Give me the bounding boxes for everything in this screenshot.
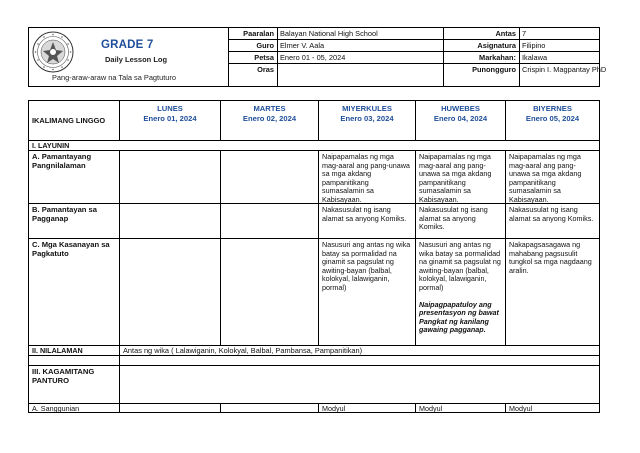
table-cell [120,239,220,243]
header-info-grid [229,28,607,86]
row-label: A. Pamantayang Pangnilalaman [32,152,92,170]
grade-title: GRADE 7 [101,39,154,51]
day-header-huwebes [416,101,505,125]
grid-line [119,101,120,141]
table-cell: Nakasusulat ng isang alamat sa anyong Komiks. [322,205,407,223]
divider [443,28,444,86]
table-cell: Modyul [419,404,443,413]
table-cell: Naipapamalas ng mga mag-aaral ang pang-unawa sa mga akdang pampanitikang sumasalamin sa Kabisayaan. [419,152,492,204]
grid-line [119,366,120,413]
value-markahan: Ikalawa [522,53,548,62]
grid-line [505,404,506,413]
day-date: Enero 01, 2024 [143,113,197,123]
value-guro: Elmer V. Aala [280,41,325,50]
table-row-nilalaman [29,346,599,356]
label-oras: Oras [257,65,274,74]
day-date: Enero 04, 2024 [433,113,488,123]
grid-line [318,404,319,413]
table-cell: Modyul [322,404,346,413]
grid-line [119,151,120,356]
table-cell: Nakasusulat ng isang alamat sa anyong Komiks. [509,205,594,223]
row-label: II. NILALAMAN [32,346,83,355]
day-header-biyernes [506,101,599,125]
label-antas: Antas [495,29,516,38]
day-header-miyerkules [319,101,415,125]
day-name: MIYERKULES [342,104,392,113]
value-punongguro: Crispin I. Magpantay PhD [522,65,607,74]
label-petsa: Petsa [254,53,274,62]
grid-line [220,101,221,141]
header-row [229,52,600,64]
label-guro: Guro [256,41,274,50]
log-subtitle: Pang-araw-araw na Tala sa Pagtuturo [52,73,176,82]
day-name: LUNES [157,104,183,113]
grid-line [415,404,416,413]
table-row [29,239,599,346]
value-petsa: Enero 01 - 05, 2024 [280,53,346,62]
row-label: A. Sanggunian [32,404,80,413]
table-cell: Naipapamalas ng mga mag-aaral ang pang-unawa sa mga akdang pampanitikang sumasalamin sa Kabisayaan. [322,152,410,204]
label-markahan: Markahan: [479,53,516,62]
log-title: Daily Lesson Log [105,55,168,64]
grid-line [119,356,120,366]
table-row-kagamitang [29,366,599,404]
header-row [229,40,600,52]
day-date: Enero 02, 2024 [242,113,297,123]
deped-seal-icon [32,31,74,73]
table-cell-huwebes [416,239,505,337]
header-title-area [29,28,229,86]
table-cell [221,404,318,407]
day-header-lunes [120,101,220,125]
table-cell: Modyul [509,404,533,413]
value-antas: 7 [522,29,527,38]
grid-line [220,151,221,346]
grid-line [415,101,416,141]
row-label: III. KAGAMITANG PANTURO [32,367,95,385]
cell-note: Naipagpapatuloy ang presentasyon ng bawat Pangkat ng kanilang gawaing pagganap. [419,299,499,335]
table-row [29,204,599,239]
table-cell: Nasusuri ang antas ng wika batay sa pormalidad na ginamit sa pagsulat ng awiting-bayan (balbal, kolokyal, lalawiganin, pormal) [322,240,411,292]
grid-line [220,404,221,413]
day-date: Enero 05, 2024 [525,113,580,123]
table-cell: Naipapamalas ng mga mag-aaral ang pang-unawa sa mga akdang pampanitikang sumasalamin sa Kabisayaan. [509,152,582,204]
divider [519,28,520,86]
section-row-layunin [29,141,599,151]
table-cell [221,151,318,155]
grid-line [415,151,416,346]
table-header-row [29,101,599,141]
value-paaralan: Balayan National High School [280,29,378,38]
grid-line [505,101,506,141]
value-oras [277,64,443,86]
label-paaralan: Paaralan [243,29,274,38]
table-row-sanggunian [29,404,599,413]
day-name: MARTES [253,104,286,113]
table-cell [120,404,220,407]
day-name: BIYERNES [533,104,572,113]
table-cell [120,204,220,208]
day-name: HUWEBES [441,104,480,113]
table-cell: Nakasusulat ng isang alamat sa anyong Komiks. [419,205,488,232]
cell-text: Nasusuri ang antas ng wika batay sa pormalidad na ginamit sa pagsulat ng awiting-bayan (balbal, kolokyal, lalawiganin, pormal) [419,240,501,292]
day-date: Enero 03, 2024 [340,113,394,123]
row-label: C. Mga Kasanayan sa Pagkatuto [32,240,110,258]
grid-line [505,151,506,346]
grid-line [318,101,319,141]
table-cell [221,204,318,208]
header-row [229,28,600,40]
section-label: I. LAYUNIN [32,141,70,150]
table-cell [120,151,220,155]
table-row [29,151,599,204]
week-label: IKALIMANG LINGGO [32,116,106,125]
lesson-log-table [28,100,600,413]
day-header-martes [221,101,318,125]
label-punongguro: Punongguro [472,65,516,74]
nilalaman-value: Antas ng wika ( Lalawiganin, Kolokyal, Balbal, Pambansa, Pampanitikan) [123,346,363,355]
header-row [229,64,607,86]
table-cell [221,239,318,243]
table-cell: Nakapagsasagawa ng mahabang pagsusulit tungkol sa mga nagdaang aralin. [509,240,592,275]
table-row-blank [29,356,599,366]
grid-line [318,151,319,346]
divider [277,28,278,86]
value-asignatura: Filipino [522,41,546,50]
row-label: B. Pamantayan sa Pagganap [32,205,97,223]
header-block [28,27,607,87]
label-asignatura: Asignatura [477,41,516,50]
